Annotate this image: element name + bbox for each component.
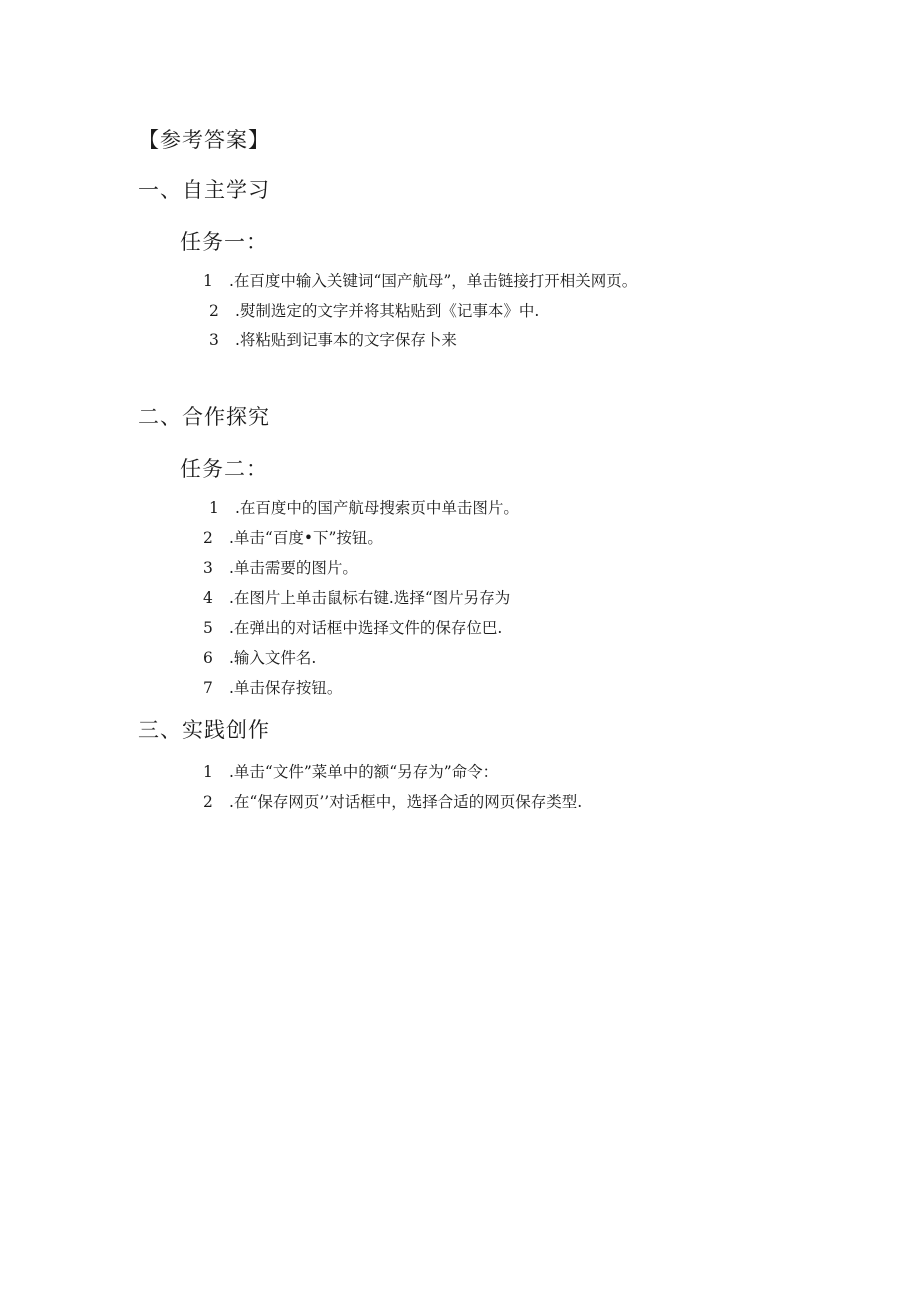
list-item-text: .单击需要的图片。 (229, 559, 358, 577)
list-item-number: 3 (209, 331, 219, 349)
list-item (203, 760, 498, 782)
list-item-text: .单击“文件”菜单中的额“另存为”命令： (229, 763, 499, 781)
list-item-number: 3 (203, 559, 213, 577)
list-item-text: .将粘贴到记事本的文字保存卜来 (235, 331, 457, 349)
list-item (203, 676, 342, 698)
list-item (203, 790, 582, 812)
list-item-text: .输入文件名. (229, 649, 317, 667)
list-item (203, 586, 510, 608)
list-item-number: 2 (203, 793, 213, 811)
list-item-text: .单击保存按钮。 (229, 679, 343, 697)
list-item-number: 2 (203, 529, 213, 547)
list-item (209, 299, 539, 321)
list-item (203, 269, 637, 291)
list-item (209, 328, 457, 350)
answer-heading: 【参考答案】 (138, 128, 270, 152)
list-item (203, 526, 383, 548)
list-item (203, 556, 358, 578)
list-item-number: 1 (203, 272, 213, 290)
list-item-number: 6 (203, 649, 213, 667)
list-item (203, 646, 316, 668)
section-title-cooperation: 二、合作探究 (138, 405, 270, 429)
list-item-number: 4 (203, 589, 213, 607)
list-item-number: 7 (203, 679, 213, 697)
task-title-2: 任务二： (180, 457, 268, 481)
list-item-text: .在“保存网页’’对话框中，选择合适的网页保存类型. (229, 793, 583, 811)
list-item-number: 1 (209, 499, 219, 517)
list-item-text: .单击“百度•下”按钮。 (229, 529, 383, 547)
task-title-1: 任务一： (180, 230, 268, 254)
list-item-text: .在弹出的对话框中选择文件的保存位巴. (229, 619, 503, 637)
list-item-text: .在百度中的国产航母搜索页中单击图片。 (235, 499, 519, 517)
list-item (209, 496, 519, 518)
list-item-text: .熨制选定的文字并将其粘贴到《记事本》中. (235, 302, 540, 320)
list-item-text: .在百度中输入关键词“国产航母”，单击链接打开相关网页。 (229, 272, 638, 290)
list-item-text: .在图片上单击鼠标右键.选择“图片另存为 (229, 589, 511, 607)
section-title-self-study: 一、自主学习 (138, 178, 270, 202)
list-item (203, 616, 502, 638)
list-item-number: 1 (203, 763, 213, 781)
section-title-practice: 三、实践创作 (138, 718, 270, 742)
list-item-number: 5 (203, 619, 213, 637)
list-item-number: 2 (209, 302, 219, 320)
